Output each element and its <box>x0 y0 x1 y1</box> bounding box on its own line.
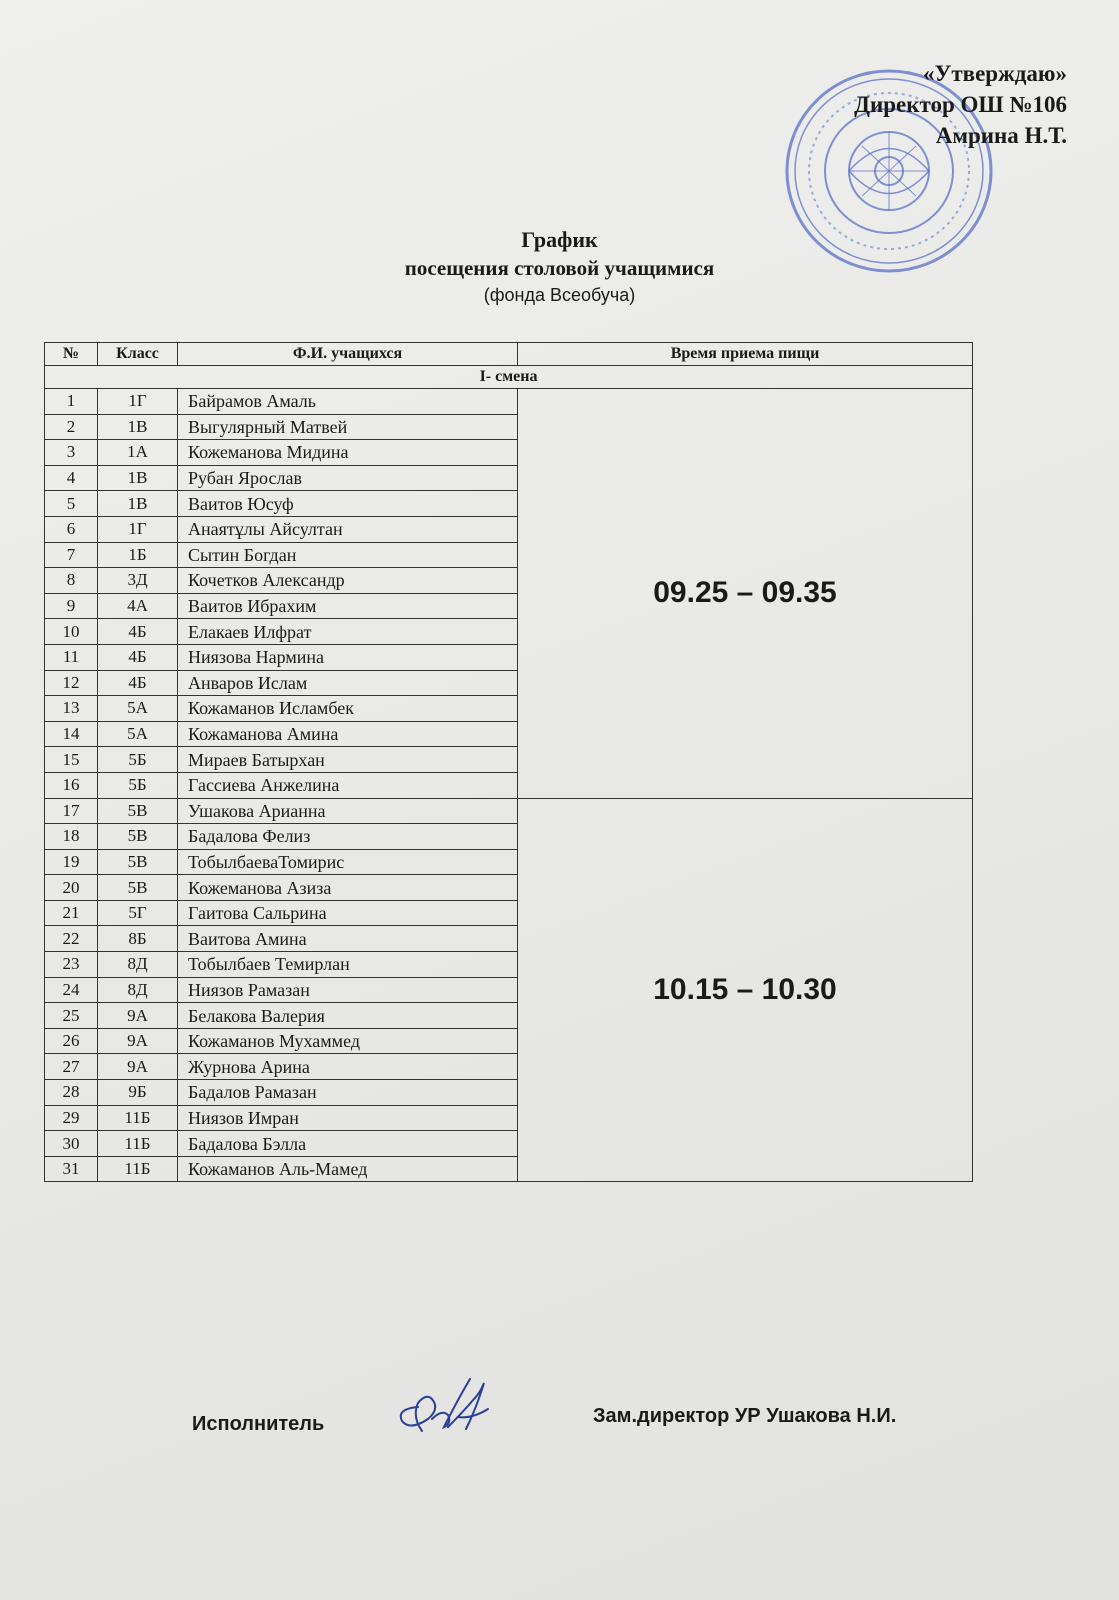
row-student-name: Кожаманов Мухаммед <box>178 1028 518 1054</box>
row-number: 16 <box>45 772 98 798</box>
row-number: 17 <box>45 798 98 824</box>
row-number: 14 <box>45 721 98 747</box>
row-student-name: Кожаманов Аль-Мамед <box>178 1156 518 1182</box>
row-student-name: Анваров Ислам <box>178 670 518 696</box>
row-class: 1В <box>98 491 178 517</box>
row-number: 21 <box>45 900 98 926</box>
row-student-name: Сытин Богдан <box>178 542 518 568</box>
row-number: 20 <box>45 875 98 901</box>
row-student-name: Гассиева Анжелина <box>178 772 518 798</box>
row-class: 5А <box>98 721 178 747</box>
row-number: 13 <box>45 696 98 722</box>
row-class: 8Д <box>98 952 178 978</box>
meal-time-slot: 09.25 – 09.35 <box>518 389 973 799</box>
row-student-name: Кочетков Александр <box>178 568 518 594</box>
row-student-name: Ваитов Юсуф <box>178 491 518 517</box>
row-class: 1В <box>98 465 178 491</box>
row-class: 1А <box>98 440 178 466</box>
row-student-name: Ваитов Ибрахим <box>178 593 518 619</box>
row-class: 9А <box>98 1054 178 1080</box>
row-number: 1 <box>45 389 98 415</box>
row-class: 5Г <box>98 900 178 926</box>
meal-time-slot: 10.15 – 10.30 <box>518 798 973 1182</box>
row-class: 5В <box>98 798 178 824</box>
row-class: 5В <box>98 824 178 850</box>
row-student-name: Ваитова Амина <box>178 926 518 952</box>
row-student-name: Рубан Ярослав <box>178 465 518 491</box>
row-number: 5 <box>45 491 98 517</box>
row-class: 5В <box>98 849 178 875</box>
row-class: 9А <box>98 1003 178 1029</box>
row-number: 8 <box>45 568 98 594</box>
shift-label: I- смена <box>45 366 973 389</box>
row-number: 23 <box>45 952 98 978</box>
row-class: 11Б <box>98 1131 178 1157</box>
document-title <box>0 226 1119 308</box>
row-number: 18 <box>45 824 98 850</box>
title-subtitle: посещения столовой учащимися <box>404 256 715 280</box>
title-main: График <box>521 227 598 252</box>
table-header-row <box>45 343 973 366</box>
row-student-name: Анаятұлы Айсултан <box>178 516 518 542</box>
row-class: 5В <box>98 875 178 901</box>
row-class: 4Б <box>98 644 178 670</box>
approval-heading: «Утверждаю» <box>923 61 1067 86</box>
row-student-name: Бадалова Фелиз <box>178 824 518 850</box>
row-number: 25 <box>45 1003 98 1029</box>
table-row <box>45 389 973 415</box>
row-number: 10 <box>45 619 98 645</box>
director-title: Директор ОШ №106 <box>854 92 1067 117</box>
row-student-name: Белакова Валерия <box>178 1003 518 1029</box>
row-student-name: Кожеманова Мидина <box>178 440 518 466</box>
row-student-name: Журнова Арина <box>178 1054 518 1080</box>
handwritten-signature <box>388 1369 500 1449</box>
row-class: 1Г <box>98 516 178 542</box>
row-student-name: Байрамов Амаль <box>178 389 518 415</box>
row-student-name: Выгулярный Матвей <box>178 414 518 440</box>
row-student-name: Бадалов Рамазан <box>178 1080 518 1106</box>
row-student-name: Гаитова Сальрина <box>178 900 518 926</box>
row-student-name: Ниязов Имран <box>178 1105 518 1131</box>
row-number: 27 <box>45 1054 98 1080</box>
row-student-name: ТобылбаеваТомирис <box>178 849 518 875</box>
row-student-name: Тобылбаев Темирлан <box>178 952 518 978</box>
row-class: 5А <box>98 696 178 722</box>
row-number: 30 <box>45 1131 98 1157</box>
row-class: 4Б <box>98 619 178 645</box>
row-student-name: Елакаев Илфрат <box>178 619 518 645</box>
row-number: 3 <box>45 440 98 466</box>
row-class: 1Б <box>98 542 178 568</box>
row-number: 6 <box>45 516 98 542</box>
row-number: 19 <box>45 849 98 875</box>
row-class: 9Б <box>98 1080 178 1106</box>
row-number: 28 <box>45 1080 98 1106</box>
row-class: 8Б <box>98 926 178 952</box>
row-class: 1Г <box>98 389 178 415</box>
row-number: 2 <box>45 414 98 440</box>
row-student-name: Мираев Батырхан <box>178 747 518 773</box>
row-class: 11Б <box>98 1105 178 1131</box>
director-name: Амрина Н.Т. <box>935 123 1067 148</box>
row-class: 1В <box>98 414 178 440</box>
row-class: 9А <box>98 1028 178 1054</box>
row-student-name: Ушакова Арианна <box>178 798 518 824</box>
header-num: № <box>45 343 98 366</box>
row-number: 11 <box>45 644 98 670</box>
row-number: 24 <box>45 977 98 1003</box>
row-number: 12 <box>45 670 98 696</box>
row-number: 7 <box>45 542 98 568</box>
header-name: Ф.И. учащихся <box>178 343 518 366</box>
row-class: 8Д <box>98 977 178 1003</box>
shift-row <box>45 366 973 389</box>
row-class: 4Б <box>98 670 178 696</box>
row-class: 4А <box>98 593 178 619</box>
row-number: 9 <box>45 593 98 619</box>
row-number: 15 <box>45 747 98 773</box>
row-student-name: Ниязов Рамазан <box>178 977 518 1003</box>
deputy-director: Зам.директор УР Ушакова Н.И. <box>593 1405 897 1427</box>
schedule-table <box>44 342 973 1182</box>
header-class: Класс <box>98 343 178 366</box>
row-class: 11Б <box>98 1156 178 1182</box>
title-note: (фонда Всеобуча) <box>483 285 636 305</box>
header-time: Время приема пищи <box>518 343 973 366</box>
row-class: 5Б <box>98 772 178 798</box>
row-number: 31 <box>45 1156 98 1182</box>
row-number: 29 <box>45 1105 98 1131</box>
row-student-name: Бадалова Бэлла <box>178 1131 518 1157</box>
approval-block <box>854 58 1067 151</box>
row-class: 3Д <box>98 568 178 594</box>
row-student-name: Кожаманова Амина <box>178 721 518 747</box>
row-student-name: Ниязова Нармина <box>178 644 518 670</box>
executor-label: Исполнитель <box>192 1413 325 1435</box>
row-number: 4 <box>45 465 98 491</box>
row-student-name: Кожеманова Азиза <box>178 875 518 901</box>
row-student-name: Кожаманов Исламбек <box>178 696 518 722</box>
table-row <box>45 798 973 824</box>
row-number: 22 <box>45 926 98 952</box>
row-class: 5Б <box>98 747 178 773</box>
row-number: 26 <box>45 1028 98 1054</box>
